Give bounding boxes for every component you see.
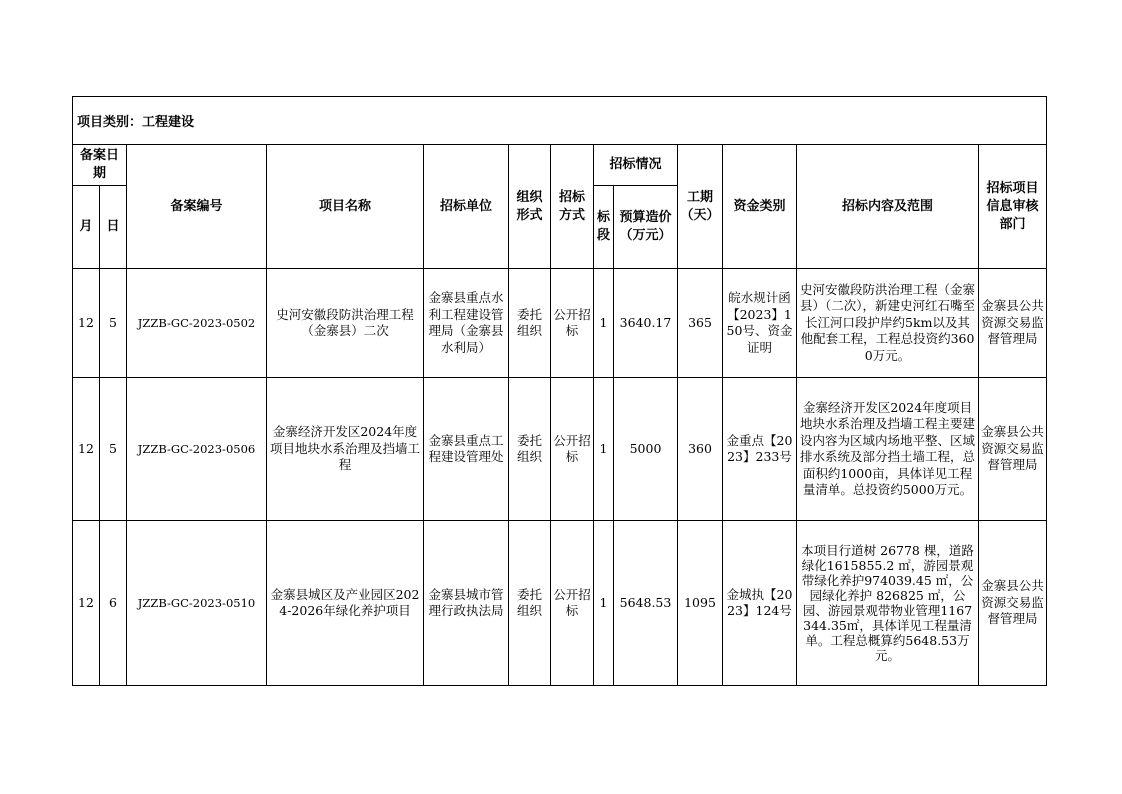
project-category: 项目类别：工程建设 xyxy=(73,97,1047,145)
header-row-1 xyxy=(73,145,1047,186)
row-tender-unit: 金寨县重点工程建设管理处 xyxy=(424,378,509,521)
row-duration: 360 xyxy=(678,378,723,521)
row-org-form: 委托组织 xyxy=(509,521,551,686)
header-month: 月 xyxy=(73,186,100,269)
header-budget: 预算造价（万元） xyxy=(614,186,678,269)
row-duration: 1095 xyxy=(678,521,723,686)
table-row xyxy=(73,378,1047,521)
row-scope: 史河安徽段防洪治理工程（金寨县）（二次），新建史河红石嘴至长江河口段护岸约5km以及其他配套工程，工程总投资约3600万元。 xyxy=(797,269,979,378)
row-filing-no: JZZB-GC-2023-0506 xyxy=(127,378,267,521)
header-tender-unit: 招标单位 xyxy=(424,145,509,269)
row-scope: 本项目行道树 26778 棵，道路绿化1615855.2 ㎡，游园景观带绿化养护974039.45 ㎡，公园绿化养护 826825 ㎡，公园、游园景观带物业管理1167344.35㎡，具体详见工程量清单。工程总概算约5648.53万元。 xyxy=(797,521,979,686)
row-review-dept: 金寨县公共资源交易监督管理局 xyxy=(979,269,1047,378)
header-fund-type: 资金类别 xyxy=(723,145,797,269)
row-tender-method: 公开招标 xyxy=(551,378,594,521)
row-day: 6 xyxy=(100,521,127,686)
row-duration: 365 xyxy=(678,269,723,378)
table-row xyxy=(73,521,1047,686)
row-org-form: 委托组织 xyxy=(509,269,551,378)
row-filing-no: JZZB-GC-2023-0510 xyxy=(127,521,267,686)
header-review-dept: 招标项目信息审核部门 xyxy=(979,145,1047,269)
header-tender-info: 招标情况 xyxy=(594,145,678,186)
row-fund-type: 金重点【2023】233号 xyxy=(723,378,797,521)
category-row xyxy=(73,97,1047,145)
row-fund-type: 皖水规计函【2023】150号、资金证明 xyxy=(723,269,797,378)
row-lot: 1 xyxy=(594,521,614,686)
header-duration: 工期（天） xyxy=(678,145,723,269)
row-day: 5 xyxy=(100,269,127,378)
header-filing-no: 备案编号 xyxy=(127,145,267,269)
row-budget: 5648.53 xyxy=(614,521,678,686)
row-month: 12 xyxy=(73,378,100,521)
row-tender-method: 公开招标 xyxy=(551,521,594,686)
table-row xyxy=(73,269,1047,378)
row-tender-unit: 金寨县城市管理行政执法局 xyxy=(424,521,509,686)
row-lot: 1 xyxy=(594,378,614,521)
row-tender-unit: 金寨县重点水利工程建设管理局（金寨县水利局） xyxy=(424,269,509,378)
row-review-dept: 金寨县公共资源交易监督管理局 xyxy=(979,378,1047,521)
header-org-form: 组织形式 xyxy=(509,145,551,269)
row-tender-method: 公开招标 xyxy=(551,269,594,378)
row-budget: 5000 xyxy=(614,378,678,521)
row-lot: 1 xyxy=(594,269,614,378)
row-project-name: 金寨县城区及产业园区2024-2026年绿化养护项目 xyxy=(267,521,424,686)
row-budget: 3640.17 xyxy=(614,269,678,378)
header-lot: 标段 xyxy=(594,186,614,269)
row-project-name: 史河安徽段防洪治理工程（金寨县）二次 xyxy=(267,269,424,378)
header-day: 日 xyxy=(100,186,127,269)
row-filing-no: JZZB-GC-2023-0502 xyxy=(127,269,267,378)
row-scope: 金寨经济开发区2024年度项目地块水系治理及挡墙工程主要建设内容为区域内场地平整、区域排水系统及部分挡土墙工程，总面积约1000亩，具体详见工程量清单。总投资约5000万元。 xyxy=(797,378,979,521)
header-filing-date: 备案日期 xyxy=(73,145,127,186)
row-review-dept: 金寨县公共资源交易监督管理局 xyxy=(979,521,1047,686)
row-fund-type: 金城执【2023】124号 xyxy=(723,521,797,686)
row-project-name: 金寨经济开发区2024年度项目地块水系治理及挡墙工程 xyxy=(267,378,424,521)
header-project-name: 项目名称 xyxy=(267,145,424,269)
row-org-form: 委托组织 xyxy=(509,378,551,521)
header-scope: 招标内容及范围 xyxy=(797,145,979,269)
filing-table xyxy=(72,96,1047,686)
row-day: 5 xyxy=(100,378,127,521)
row-month: 12 xyxy=(73,521,100,686)
row-month: 12 xyxy=(73,269,100,378)
header-tender-method: 招标方式 xyxy=(551,145,594,269)
